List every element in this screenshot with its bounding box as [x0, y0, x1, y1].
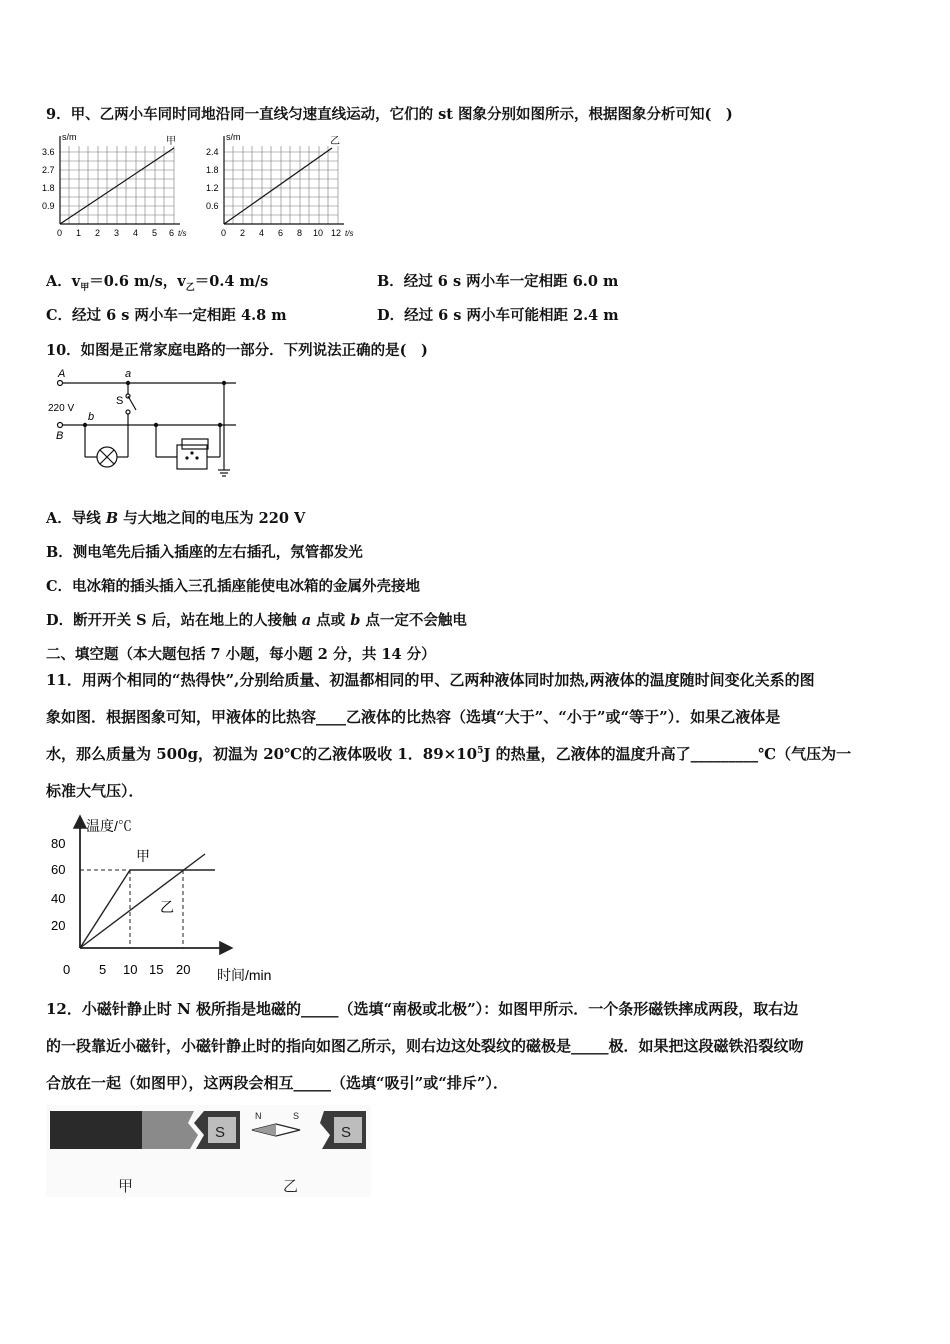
svg-text:甲: 甲	[166, 136, 176, 147]
svg-text:5: 5	[99, 962, 107, 977]
q9-graphs	[40, 128, 370, 240]
q12-line3: 合放在一起（如图甲），这两段会相互_____（选填“吸引”或“排斥”）．	[46, 1074, 509, 1092]
q10-option-a: A．导线 B 与大地之间的电压为 220 V	[46, 510, 306, 527]
svg-text:A: A	[58, 368, 66, 380]
svg-text:s/m: s/m	[226, 132, 241, 142]
q10-option-c: C．电冰箱的插头插入三孔插座能使电冰箱的金属外壳接地	[46, 578, 421, 595]
graph-jia	[42, 132, 186, 238]
svg-text:20: 20	[176, 962, 191, 977]
svg-text:t/s: t/s	[345, 229, 354, 238]
q10-option-d: D．断开开关 S 后，站在地上的人接触 a 点或 b 点一定不会触电	[46, 612, 467, 629]
svg-text:0: 0	[221, 228, 227, 238]
svg-text:80: 80	[51, 836, 66, 851]
svg-text:6: 6	[278, 228, 284, 238]
svg-text:2: 2	[240, 228, 246, 238]
svg-text:N: N	[255, 1111, 262, 1121]
svg-text:0: 0	[57, 228, 63, 238]
svg-text:S: S	[116, 395, 124, 407]
q10-option-b: B．测电笔先后插入插座的左右插孔，氖管都发光	[46, 544, 363, 561]
svg-text:S: S	[215, 1124, 226, 1141]
svg-text:12: 12	[331, 228, 342, 238]
svg-text:乙: 乙	[330, 136, 340, 147]
svg-text:s/m: s/m	[62, 132, 77, 142]
svg-text:1.2: 1.2	[206, 183, 219, 193]
q9-option-d: D．经过 6 s 两小车可能相距 2.4 m	[377, 307, 619, 324]
svg-text:6: 6	[169, 228, 175, 238]
q12-line2: 的一段靠近小磁针，小磁针静止时的指向如图乙所示，则右边这处裂纹的磁极是_____极．如果把这段磁铁沿裂纹吻	[46, 1037, 804, 1055]
svg-text:甲: 甲	[118, 1178, 134, 1195]
svg-text:4: 4	[133, 228, 139, 238]
q9-option-c: C．经过 6 s 两小车一定相距 4.8 m	[46, 307, 287, 324]
q10-stem: 10．如图是正常家庭电路的一部分．下列说法正确的是( )	[46, 342, 428, 359]
svg-text:t/s: t/s	[178, 229, 187, 238]
svg-text:1.8: 1.8	[42, 183, 55, 193]
svg-text:S: S	[293, 1111, 300, 1121]
svg-text:40: 40	[51, 891, 66, 906]
q11-line3: 水，那么质量为 500g，初温为 20℃的乙液体吸收 1．$89\times 10^5J$ 的热量，乙液体的温度升高了_________℃（气压为一	[46, 745, 852, 763]
q9-stem: 9．甲、乙两小车同时同地沿同一直线匀速直线运动，它们的 st 图象分别如图所示，根据图象分析可知( )	[46, 106, 733, 123]
line-yi	[224, 148, 332, 224]
svg-text:2.7: 2.7	[42, 165, 55, 175]
svg-text:5: 5	[152, 228, 158, 238]
svg-text:3: 3	[114, 228, 120, 238]
svg-text:b: b	[88, 411, 95, 423]
svg-text:B: B	[56, 430, 64, 442]
svg-text:2.4: 2.4	[206, 147, 219, 157]
svg-text:2: 2	[95, 228, 101, 238]
q9-option-b: B．经过 6 s 两小车一定相距 6.0 m	[377, 273, 619, 290]
svg-text:60: 60	[51, 862, 66, 877]
svg-text:0.9: 0.9	[42, 201, 55, 211]
svg-text:时间/min: 时间/min	[217, 967, 272, 983]
svg-text:20: 20	[51, 918, 66, 933]
series-yi-line	[80, 854, 205, 948]
magnet-dark-half	[50, 1111, 142, 1149]
magnet-grey-half	[142, 1111, 198, 1149]
q10-circuit-diagram	[40, 366, 250, 486]
q9-option-a: A．$v_甲=0.6$ m/s，$v_乙=0.4$ m/s	[46, 273, 269, 293]
q11-temperature-chart	[50, 810, 300, 985]
q12-magnet-figure	[46, 1105, 371, 1197]
svg-text:1: 1	[76, 228, 82, 238]
svg-text:8: 8	[297, 228, 303, 238]
q11-line2: 象如图．根据图象可知，甲液体的比热容____乙液体的比热容（选填“大于”、“小于”或“等于”）．如果乙液体是	[46, 708, 781, 726]
svg-text:甲: 甲	[136, 848, 150, 864]
svg-text:15: 15	[149, 962, 164, 977]
svg-text:10: 10	[313, 228, 324, 238]
q12-line1: 12．小磁针静止时 N 极所指是地磁的_____（选填“南极或北极”）：如图甲所示．一个条形磁铁摔成两段，取右边	[46, 1000, 799, 1018]
svg-text:1.8: 1.8	[206, 165, 219, 175]
svg-text:4: 4	[259, 228, 265, 238]
svg-text:温度/℃: 温度/℃	[86, 818, 132, 834]
svg-text:乙: 乙	[283, 1178, 299, 1195]
svg-text:a: a	[125, 368, 132, 380]
q11-line1: 11．用两个相同的“热得快”,分别给质量、初温都相同的甲、乙两种液体同时加热,两液体的温度随时间变化关系的图	[46, 671, 815, 689]
svg-text:3.6: 3.6	[42, 147, 55, 157]
q11-line4: 标准大气压）．	[46, 782, 144, 800]
section-heading: 二、填空题（本大题包括 7 小题，每小题 2 分，共 14 分）	[46, 646, 436, 663]
graph-yi	[206, 132, 353, 238]
svg-text:220 V: 220 V	[48, 403, 75, 414]
svg-text:0: 0	[63, 962, 71, 977]
svg-text:乙: 乙	[160, 899, 174, 915]
series-jia-line	[80, 870, 130, 948]
svg-text:10: 10	[123, 962, 138, 977]
svg-text:S: S	[341, 1124, 352, 1141]
svg-text:0.6: 0.6	[206, 201, 219, 211]
